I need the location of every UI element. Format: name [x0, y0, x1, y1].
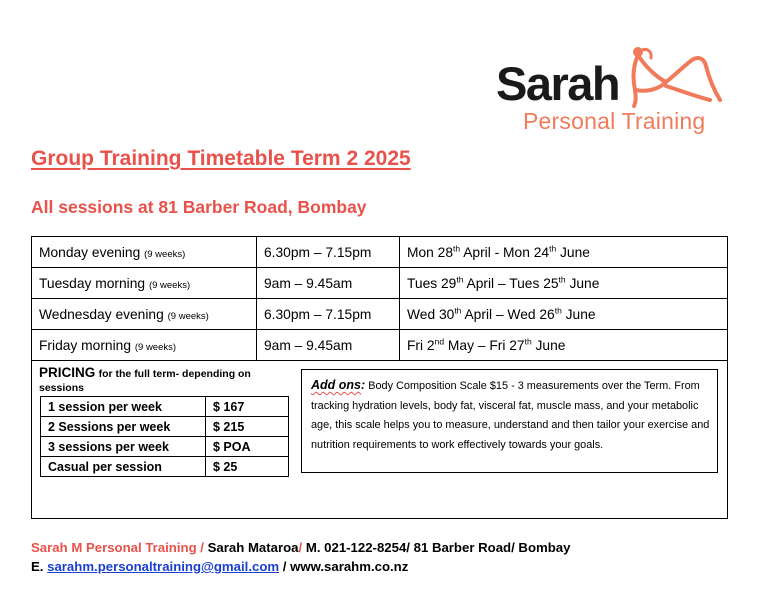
session-cell: [32, 330, 257, 361]
table-row: [41, 437, 289, 457]
logo-subtitle: Personal Training: [523, 108, 706, 134]
session-name: Tuesday morning: [39, 275, 146, 291]
email-link[interactable]: sarahm.personaltraining@gmail.com: [47, 559, 280, 574]
price-label: 1 session per week: [41, 397, 206, 417]
footer-brand: Sarah M Personal Training: [31, 540, 197, 555]
footer-links: E. sarahm.personaltraining@gmail.com / www.sarahm.co.nz: [31, 559, 409, 574]
pricing-addons-box: [31, 360, 728, 519]
price-value: $ POA: [206, 437, 289, 457]
session-cell: [32, 299, 257, 330]
footer-details: M. 021-122-8254/ 81 Barber Road/ Bombay: [305, 540, 571, 555]
addons-text: Body Composition Scale $15 - 3 measurements over the Term. From tracking hydration levels, body fat, visceral fat, muscle mass, and your metabolic age, this scale helps you to measure, understand and then tailor your exercise and nutrition requirements to work effectively towards your goals.: [311, 380, 710, 451]
session-name: Friday morning: [39, 337, 132, 353]
pricing-table: [40, 396, 289, 477]
session-cell: [32, 237, 257, 268]
price-label: Casual per session: [41, 457, 206, 477]
time-cell: 6.30pm – 7.15pm: [257, 299, 400, 330]
time-cell: 9am – 9.45am: [257, 268, 400, 299]
price-label: 2 Sessions per week: [41, 417, 206, 437]
session-weeks: (9 weeks): [134, 341, 177, 353]
footer-name: Sarah Mataroa: [207, 540, 299, 555]
logo: [496, 46, 728, 138]
price-value: $ 25: [206, 457, 289, 477]
website-text: / www.sarahm.co.nz: [279, 559, 409, 574]
price-label: 3 sessions per week: [41, 437, 206, 457]
table-row: [41, 397, 289, 417]
date-cell: Wed 30th April – Wed 26th June: [400, 299, 728, 330]
price-value: $ 215: [206, 417, 289, 437]
time-cell: 9am – 9.45am: [257, 330, 400, 361]
logo-name: Sarah: [496, 57, 620, 110]
reclining-woman-icon: [624, 46, 722, 108]
schedule-table: [31, 236, 728, 361]
time-cell: 6.30pm – 7.15pm: [257, 237, 400, 268]
table-row: [32, 268, 728, 299]
location-subtitle: All sessions at 81 Barber Road, Bombay: [31, 197, 367, 217]
page-title: Group Training Timetable Term 2 2025: [31, 147, 411, 170]
addons-box: Add ons: Body Composition Scale $15 - 3 measurements over the Term. From tracking hydration levels, body fat, visceral fat, muscle mass, and your metabolic age, this scale helps you to measure, understand and then tailor your exercise and nutrition requirements to work effectively towards your goals.: [301, 369, 718, 473]
table-row: [32, 237, 728, 268]
pricing-note: for the full term- depending on sessions: [39, 368, 251, 394]
table-row: [41, 457, 289, 477]
date-cell: Fri 2nd May – Fri 27th June: [400, 330, 728, 361]
table-row: [32, 330, 728, 361]
session-weeks: (9 weeks): [148, 279, 191, 291]
table-row: [41, 417, 289, 437]
session-weeks: (9 weeks): [167, 310, 209, 322]
addons-label: Add ons: [311, 378, 361, 392]
pricing-heading: PRICING for the full term- depending on sessions: [39, 365, 251, 394]
session-cell: [32, 268, 257, 299]
session-name: Wednesday evening: [39, 306, 164, 322]
footer-contact: Sarah M Personal Training / Sarah Mataroa/ M. 021-122-8254/ 81 Barber Road/ Bombay: [31, 540, 571, 555]
table-row: [32, 299, 728, 330]
session-name: Monday evening: [39, 244, 141, 260]
session-weeks: (9 weeks): [144, 248, 186, 260]
date-cell: Mon 28th April - Mon 24th June: [400, 237, 728, 268]
price-value: $ 167: [206, 397, 289, 417]
date-cell: Tues 29th April – Tues 25th June: [400, 268, 728, 299]
